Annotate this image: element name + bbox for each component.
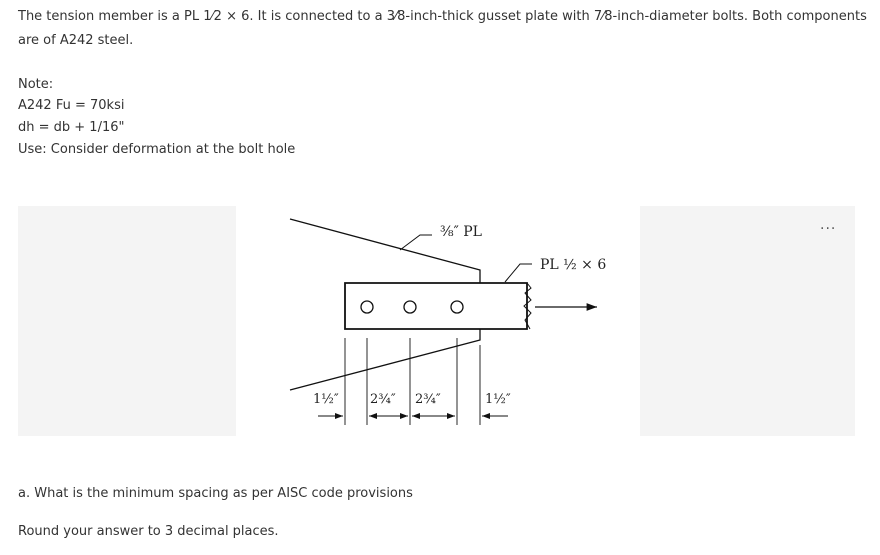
problem-intro: The tension member is a PL 1⁄2 × 6. It is connected to a 3⁄8-inch-thick gusset plate with 7⁄8-inch-diameter bolts. Both components are of A242 steel.	[18, 9, 867, 48]
dimension-label-2: 2¾″	[370, 392, 396, 407]
member-label-leader	[505, 264, 532, 282]
more-dots-icon[interactable]: ···	[820, 221, 837, 237]
gusset-plate-label: ⅜″ PL	[440, 224, 482, 240]
gusset-plate-bottom-edge	[290, 329, 480, 390]
note-fu: A242 Fu = 70ksi	[18, 98, 125, 113]
bolt-hole-2	[404, 301, 416, 313]
dimension-label-3: 2¾″	[415, 392, 441, 407]
question-part-a: a. What is the minimum spacing as per AISC code provisions	[18, 486, 413, 501]
round-instruction: Round your answer to 3 decimal places.	[18, 524, 279, 539]
note-use: Use: Consider deformation at the bolt hole	[18, 142, 296, 157]
note-label: Note:	[18, 77, 54, 92]
dimension-label-4: 1½″	[485, 392, 511, 407]
note-dh: dh = db + 1/16"	[18, 120, 125, 135]
dimension-label-1: 1½″	[313, 392, 339, 407]
gusset-label-leader	[400, 235, 432, 250]
bolt-hole-3	[451, 301, 463, 313]
member-plate-label: PL ½ × 6	[540, 257, 607, 273]
bolt-hole-1	[361, 301, 373, 313]
